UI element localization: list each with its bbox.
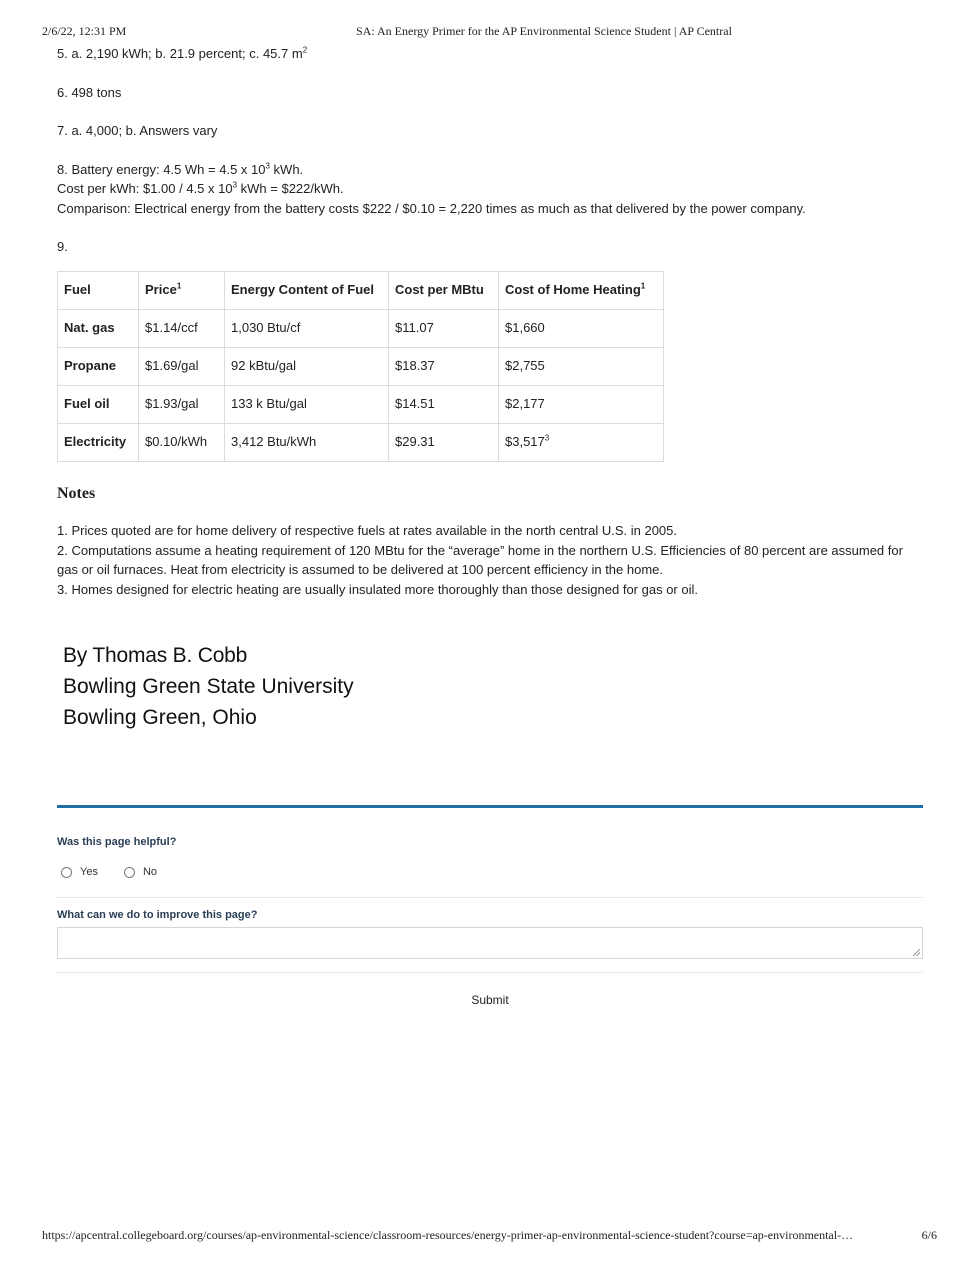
cell-cost-home-heating: $1,660 [499,309,664,347]
helpful-radio-group [57,866,923,878]
helpful-question: Was this page helpful? [57,836,177,848]
author-byline [63,640,354,733]
cell-cost-per-mbtu: $29.31 [389,423,499,461]
print-url: https://apcentral.collegeboard.org/courses/ap-environmental-science/classroom-resources/energy-primer-ap-environmental-science-student?course=ap-environmental-… [42,1228,854,1242]
cell-price: $0.10/kWh [139,423,225,461]
note-3: 3. Homes designed for electric heating are usually insulated more thoroughly than those designed for gas or oil. [57,581,698,597]
improve-label: What can we do to improve this page? [57,909,258,921]
divider [57,972,923,973]
cell-price: $1.69/gal [139,347,225,385]
section-divider [57,805,923,808]
cell-fuel: Propane [58,347,139,385]
no-option[interactable] [124,866,157,878]
answer-8-line-3: Comparison: Electrical energy from the battery costs $222 / $0.10 = 2,220 times as much as that delivered by the power company. [57,200,806,216]
yes-label: Yes [80,866,98,878]
cell-cost-per-mbtu: $14.51 [389,385,499,423]
divider [57,897,923,898]
table-row [58,309,664,347]
author-institution: Bowling Green State University [63,675,354,698]
cell-energy-content: 92 kBtu/gal [225,347,389,385]
no-label: No [142,866,158,878]
header-fuel: Fuel [58,271,139,309]
cell-cost-home-heating: $2,177 [499,385,664,423]
no-radio[interactable] [124,867,135,878]
author-location: Bowling Green, Ohio [63,706,257,729]
header-energy-content: Energy Content of Fuel [225,271,389,309]
cell-cost-home-heating: $3,517$^3$ [499,423,664,461]
header-price: Price$^1$ [139,271,225,309]
feedback-form [57,836,923,1007]
header-cost-per-mbtu: Cost per MBtu [389,271,499,309]
table-row [58,423,664,461]
yes-radio[interactable] [61,867,72,878]
print-page-number: 6/6 [921,1228,937,1242]
resize-handle-icon[interactable] [913,949,920,956]
cell-price: $1.14/ccf [139,309,225,347]
answer-6: 6. 498 tons [57,84,122,100]
cell-fuel: Electricity [58,423,139,461]
cell-price: $1.93/gal [139,385,225,423]
print-header [42,24,937,40]
yes-option[interactable] [61,866,98,878]
table-header-row [58,271,664,309]
cell-energy-content: 133 k Btu/gal [225,385,389,423]
submit-button[interactable]: Submit [471,993,509,1007]
notes-heading: Notes [57,484,96,502]
cell-cost-per-mbtu: $11.07 [389,309,499,347]
print-date: 2/6/22, 12:31 PM [42,24,127,38]
print-footer [42,1228,937,1244]
improve-textarea[interactable] [57,927,923,959]
answer-5: 5. a. 2,190 kWh; b. 21.9 percent; c. 45.7 $m^2$ [57,45,308,61]
print-page-title: SA: An Energy Primer for the AP Environmental Science Student | AP Central [356,24,732,38]
header-cost-home-heating: Cost of Home Heating$^1$ [499,271,664,309]
cell-fuel: Nat. gas [58,309,139,347]
table-row [58,347,664,385]
cell-fuel: Fuel oil [58,385,139,423]
fuel-cost-table [57,271,664,462]
note-1: 1. Prices quoted are for home delivery of respective fuels at rates available in the north central U.S. in 2005. [57,523,678,538]
cell-cost-per-mbtu: $18.37 [389,347,499,385]
cell-cost-home-heating: $2,755 [499,347,664,385]
answer-8-line-1: 8. Battery energy: 4.5 Wh = 4.5 x $10^3$ kWh. [57,161,304,177]
note-2: 2. Computations assume a heating requirement of 120 MBtu for the “average” home in the northern U.S. Efficiencies of 80 percent are assumed for gas or oil furnaces. Heat from electricity is assumed to be delivered at 100 percent efficiency in the home. [57,542,903,577]
answer-8-line-2: Cost per kWh: $1.00 / 4.5 x $10^3$ kWh = $222/kWh. [57,180,344,196]
answer-7: 7. a. 4,000; b. Answers vary [57,123,218,138]
cell-energy-content: 1,030 Btu/cf [225,309,389,347]
article-content [57,44,923,599]
answer-9: 9. [57,239,68,254]
cell-energy-content: 3,412 Btu/kWh [225,423,389,461]
table-row [58,385,664,423]
author-name: By Thomas B. Cobb [63,644,248,667]
